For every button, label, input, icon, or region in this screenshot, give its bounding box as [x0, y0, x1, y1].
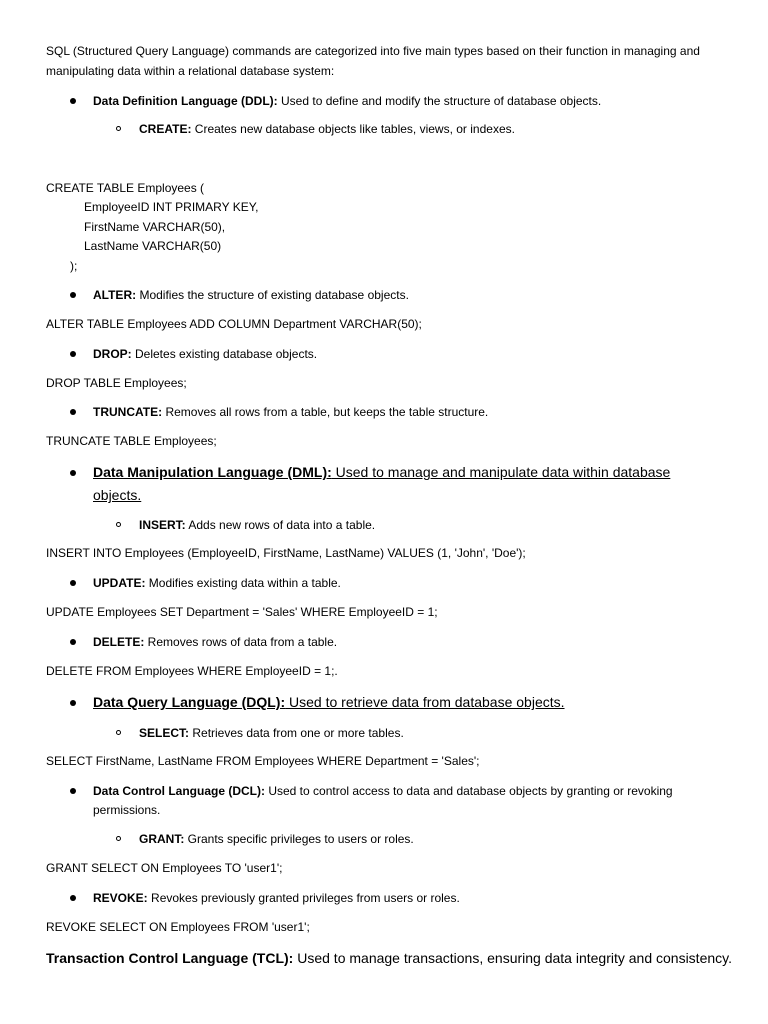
bullet-icon — [70, 700, 76, 706]
dcl-term: Data Control Language (DCL): — [93, 784, 265, 798]
bullet-icon — [70, 409, 76, 415]
bullet-icon — [70, 292, 76, 298]
delete-term: DELETE: — [93, 635, 145, 649]
update-code: UPDATE Employees SET Department = 'Sales' WHERE EmployeeID = 1; — [46, 605, 438, 619]
alter-term: ALTER: — [93, 288, 137, 302]
update-term: UPDATE: — [93, 576, 146, 590]
dcl-desc-line-2: permissions. — [93, 803, 161, 817]
alter-code: ALTER TABLE Employees ADD COLUMN Department VARCHAR(50); — [46, 317, 422, 331]
grant-code: GRANT SELECT ON Employees TO 'user1'; — [46, 861, 283, 875]
create-code-line-3: FirstName VARCHAR(50), — [84, 220, 226, 234]
create-term: CREATE: — [139, 122, 192, 136]
bullet-icon — [70, 351, 76, 357]
delete-code: DELETE FROM Employees WHERE EmployeeID = 1;. — [46, 664, 338, 678]
alter-desc: Modifies the structure of existing database objects. — [136, 288, 409, 302]
tcl-heading — [46, 948, 732, 968]
dql-desc: Used to retrieve data from database objects. — [285, 694, 565, 710]
create-code-line-1: CREATE TABLE Employees ( — [46, 181, 205, 195]
truncate-term: TRUNCATE: — [93, 405, 163, 419]
truncate-code: TRUNCATE TABLE Employees; — [46, 434, 217, 448]
grant-term: GRANT: — [139, 832, 185, 846]
dcl-desc: Used to control access to data and database objects by granting or revoking — [265, 784, 673, 798]
dml-heading — [93, 462, 670, 482]
sub-bullet-icon — [116, 730, 121, 735]
truncate-item — [93, 404, 488, 420]
revoke-code: REVOKE SELECT ON Employees FROM 'user1'; — [46, 920, 310, 934]
select-term: SELECT: — [139, 726, 190, 740]
bullet-icon — [70, 788, 76, 794]
select-code: SELECT FirstName, LastName FROM Employees WHERE Department = 'Sales'; — [46, 754, 480, 768]
create-code-line-2: EmployeeID INT PRIMARY KEY, — [84, 200, 259, 214]
bullet-icon — [70, 639, 76, 645]
bullet-icon — [70, 98, 76, 104]
update-desc: Modifies existing data within a table. — [145, 576, 341, 590]
create-code-line-4: LastName VARCHAR(50) — [84, 239, 222, 253]
drop-code: DROP TABLE Employees; — [46, 376, 187, 390]
insert-code: INSERT INTO Employees (EmployeeID, FirstName, LastName) VALUES (1, 'John', 'Doe'); — [46, 546, 526, 560]
dql-term: Data Query Language (DQL): — [93, 694, 286, 710]
select-desc: Retrieves data from one or more tables. — [189, 726, 404, 740]
create-code-line-5: ); — [70, 259, 78, 273]
delete-item — [93, 634, 337, 650]
sub-bullet-icon — [116, 126, 121, 131]
dcl-heading — [93, 783, 673, 799]
dml-term: Data Manipulation Language (DML): — [93, 464, 332, 480]
insert-term: INSERT: — [139, 518, 186, 532]
drop-desc: Deletes existing database objects. — [131, 347, 318, 361]
insert-item — [139, 517, 375, 533]
revoke-term: REVOKE: — [93, 891, 148, 905]
ddl-desc: Used to define and modify the structure of database objects. — [277, 94, 602, 108]
drop-term: DROP: — [93, 347, 132, 361]
update-item — [93, 575, 341, 591]
tcl-term: Transaction Control Language (TCL): — [46, 950, 294, 966]
ddl-heading — [93, 93, 601, 109]
sub-bullet-icon — [116, 522, 121, 527]
intro-line-2: manipulating data within a relational database system: — [46, 64, 335, 78]
ddl-term: Data Definition Language (DDL): — [93, 94, 278, 108]
bullet-icon — [70, 895, 76, 901]
alter-item — [93, 287, 409, 303]
truncate-desc: Removes all rows from a table, but keeps the table structure. — [162, 405, 489, 419]
bullet-icon — [70, 580, 76, 586]
grant-item — [139, 831, 414, 847]
intro-line-1: SQL (Structured Query Language) commands are categorized into five main types based on their function in managing and — [46, 44, 700, 58]
bullet-icon — [70, 470, 76, 476]
tcl-desc: Used to manage transactions, ensuring data integrity and consistency. — [293, 950, 732, 966]
sub-bullet-icon — [116, 836, 121, 841]
dql-heading — [93, 692, 565, 712]
dml-desc: Used to manage and manipulate data within database — [331, 464, 671, 480]
delete-desc: Removes rows of data from a table. — [144, 635, 338, 649]
revoke-desc: Revokes previously granted privileges from users or roles. — [147, 891, 460, 905]
revoke-item — [93, 890, 460, 906]
insert-desc: Adds new rows of data into a table. — [185, 518, 376, 532]
drop-item — [93, 346, 317, 362]
create-item — [139, 121, 515, 137]
dml-desc-line-2: objects. — [93, 487, 142, 503]
select-item — [139, 725, 404, 741]
create-desc: Creates new database objects like tables, views, or indexes. — [191, 122, 515, 136]
grant-desc: Grants specific privileges to users or roles. — [184, 832, 414, 846]
